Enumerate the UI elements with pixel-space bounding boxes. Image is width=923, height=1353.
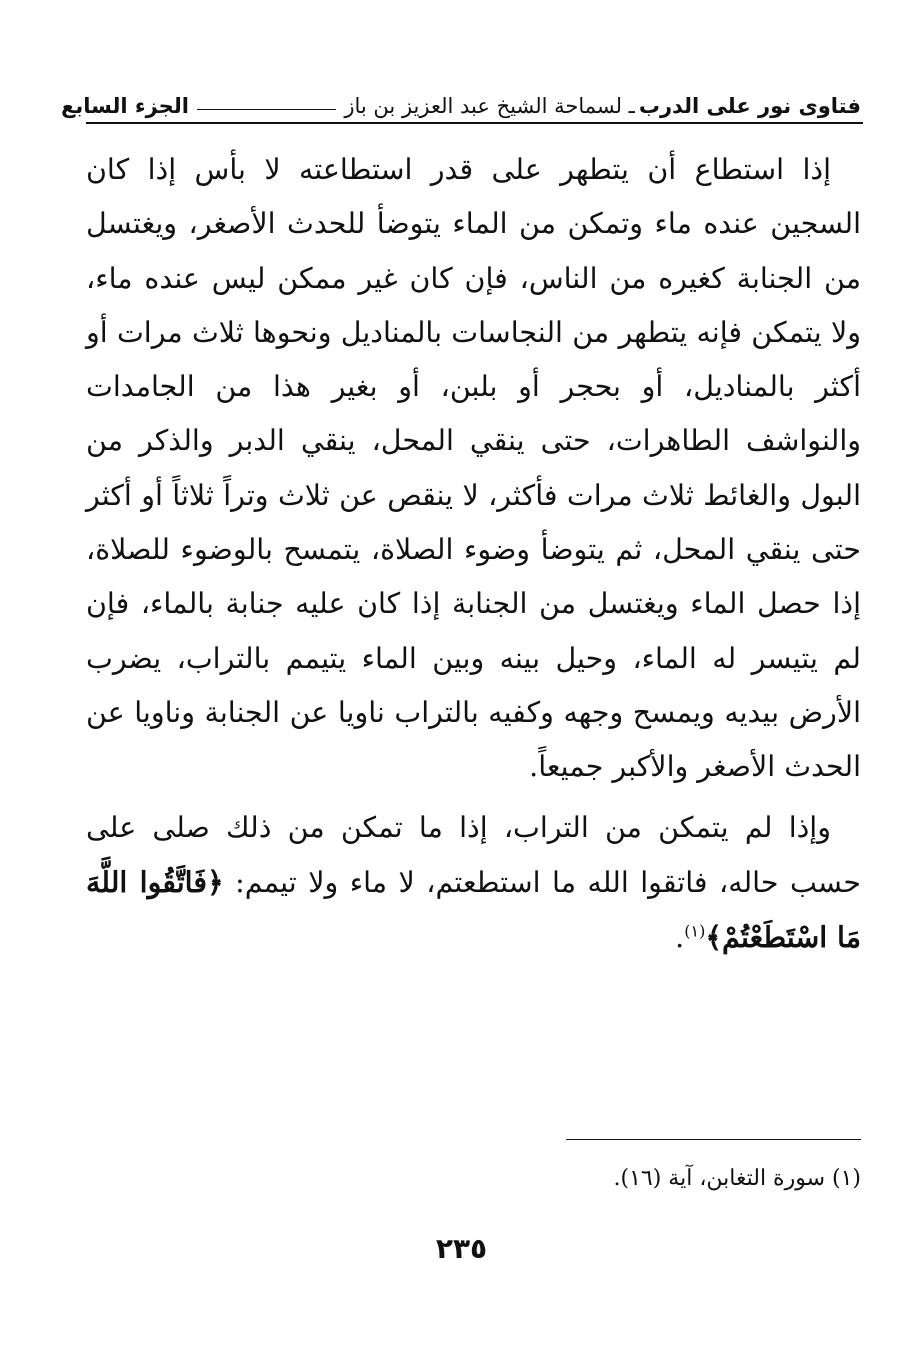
body-text	[86, 143, 861, 965]
header-dash-rule	[197, 108, 336, 110]
footnote-reference: (١)	[684, 921, 706, 941]
paragraph-1: إذا استطاع أن يتطهر على قدر استطاعته لا بأس إذا كان السجين عنده ماء وتمكن من الماء يتوضأ للحدث الأصغر، ويغتسل من الجنابة كغيره من الناس، فإن كان غير ممكن ليس عنده ماء، ولا يتمكن فإنه يتطهر من النجاسات بالمناديل ونحوها ثلاث مرات أو أكثر بالمناديل، أو بحجر أو بلبن، أو بغير هذا من الجامدات والنواشف الطاهرات، حتى ينقي المحل، ينقي الدبر والذكر من البول والغائط ثلاث مرات فأكثر، لا ينقص عن ثلاث وتراً ثلاثاً أو أكثر حتى ينقي المحل، ثم يتوضأ وضوء الصلاة، يتمسح بالوضوء للصلاة، إذا حصل الماء ويغتسل من الجنابة إذا كان عليه جنابة بالماء، فإن لم يتيسر له الماء، وحيل بينه وبين الماء يتيمم بالتراب، يضرب الأرض بيديه ويمسح وجهه وكفيه بالتراب ناويا عن الجنابة وناويا عن الحدث الأصغر والأكبر جميعاً.	[86, 153, 861, 784]
paragraph-2-end: .	[675, 921, 685, 955]
header-author: ـ لسماحة الشيخ عبد العزيز بن باز	[344, 94, 635, 118]
footnote-separator	[566, 1139, 861, 1140]
page-number: ٢٣٥	[435, 1232, 488, 1265]
header-part-label: الجزء السابع	[61, 94, 189, 118]
running-header	[61, 78, 861, 118]
paragraph-2	[86, 801, 861, 966]
paragraph-2-text: وإذا لم يتمكن من التراب، إذا ما تمكن من ذلك صلى على حسب حاله، فاتقوا الله ما استطعتم، لا ماء ولا تيمم:	[86, 810, 861, 899]
header-book-title: فتاوى نور على الدرب	[638, 94, 861, 118]
quran-verse: ﴿فَاتَّقُوا اللَّهَ مَا اسْتَطَعْتُمْ﴾	[86, 864, 861, 955]
footnote-1: (١) سورة التغابن، آية (١٦).	[613, 1166, 861, 1191]
header-underline	[86, 122, 863, 124]
